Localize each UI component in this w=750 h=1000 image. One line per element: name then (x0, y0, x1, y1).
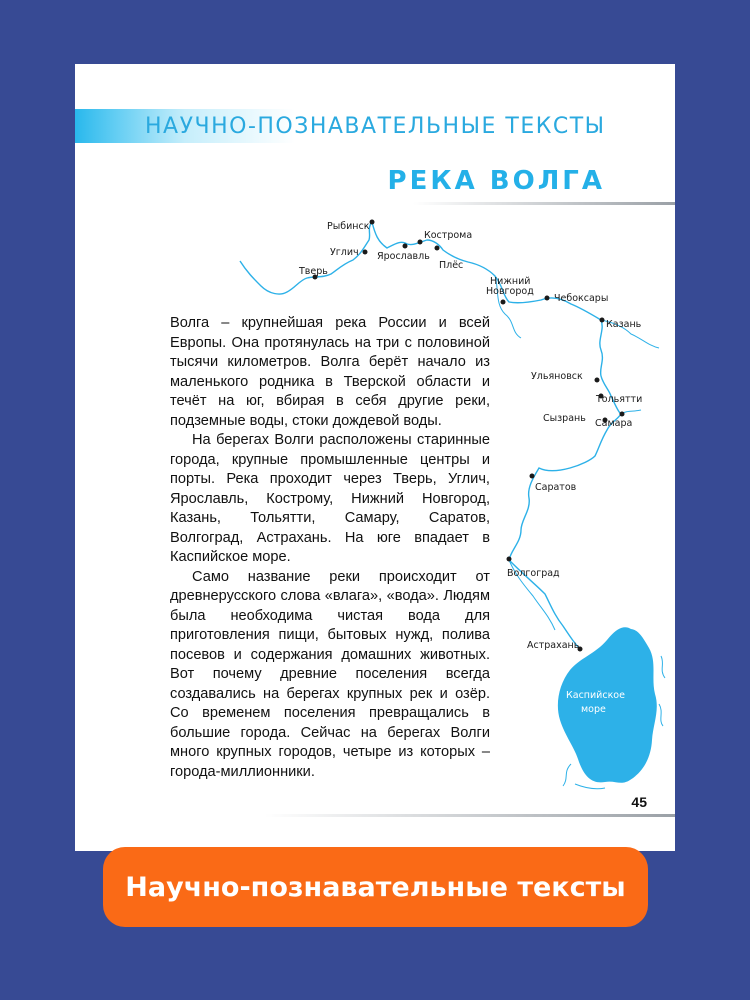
marker-rybinsk (370, 220, 375, 225)
paragraph-2: На берегах Волги расположены старинные города, крупные промышленные центры и порты. Река проходит через Тверь, Углич, Ярославль, Кострому, Нижний Новгород, Казань, Тольятти, Самару, Саратов, Волгоград, Астрахань. На юге впадает в Каспийское море. (170, 432, 490, 565)
book-page (75, 64, 675, 851)
label-kostroma: Кострома (424, 230, 473, 241)
marker-nizhny-novgorod (501, 300, 506, 305)
marker-uglich (363, 250, 368, 255)
paragraph-1: Волга – крупнейшая река России и всей Европы. Она протянулась на три с половиной тысячи километров. Волга берёт начало из маленького родника в Тверской области и течёт на юг, вбирая в себя другие реки, подземные воды, стоки дождевой воды. (170, 315, 490, 429)
sea-label-line2: море (581, 704, 606, 715)
article-text (170, 314, 490, 782)
page-title: РЕКА ВОЛГА (387, 166, 605, 196)
label-rybinsk: Рыбинск (327, 221, 370, 232)
section-title: НАУЧНО-ПОЗНАВАТЕЛЬНЫЕ ТЕКСТЫ (145, 114, 606, 139)
label-kazan: Казань (606, 319, 642, 330)
label-samara: Самара (595, 418, 633, 429)
marker-ples (435, 246, 440, 251)
label-astrakhan: Астрахань (527, 640, 580, 651)
marker-cheboksary (545, 296, 550, 301)
paragraph-3: Само название реки происходит от древнерусского слова «влага», «вода». Людям была необходима чистая вода для приготовления пищи, бытовых нужд, полива посевов и содержания домашних животных. Вот почему древние поселения всегда создавались на берегах крупных рек и озёр. Со временем поселения превращались в большие города. Сейчас на берегах Волги много крупных городов, четыре из которых – города-миллионники. (170, 568, 490, 780)
label-saratov: Саратов (535, 482, 577, 493)
marker-yaroslavl (403, 244, 408, 249)
label-volgograd: Волгоград (507, 568, 560, 579)
marker-volgograd (507, 557, 512, 562)
label-ulyanovsk: Ульяновск (531, 371, 583, 382)
label-novgorod: Новгород (486, 286, 534, 297)
marker-kazan (600, 318, 605, 323)
category-banner (103, 847, 648, 927)
marker-kostroma (418, 240, 423, 245)
marker-samara (620, 412, 625, 417)
label-ples: Плёс (439, 260, 464, 271)
marker-ulyanovsk (595, 378, 600, 383)
label-tver: Тверь (299, 266, 328, 277)
label-syzran: Сызрань (543, 413, 586, 424)
label-cheboksary: Чебоксары (554, 293, 609, 304)
sea-label-line1: Каспийское (566, 690, 625, 701)
label-tolyatti: Тольятти (596, 394, 643, 405)
label-uglich: Углич (330, 247, 359, 258)
page-number: 45 (631, 794, 647, 810)
label-nizhny: Нижний (490, 276, 531, 287)
bottom-rule (265, 814, 675, 817)
marker-saratov (530, 474, 535, 479)
banner-label: Научно-познавательные тексты (125, 871, 626, 903)
label-yaroslavl: Ярославль (377, 251, 430, 262)
